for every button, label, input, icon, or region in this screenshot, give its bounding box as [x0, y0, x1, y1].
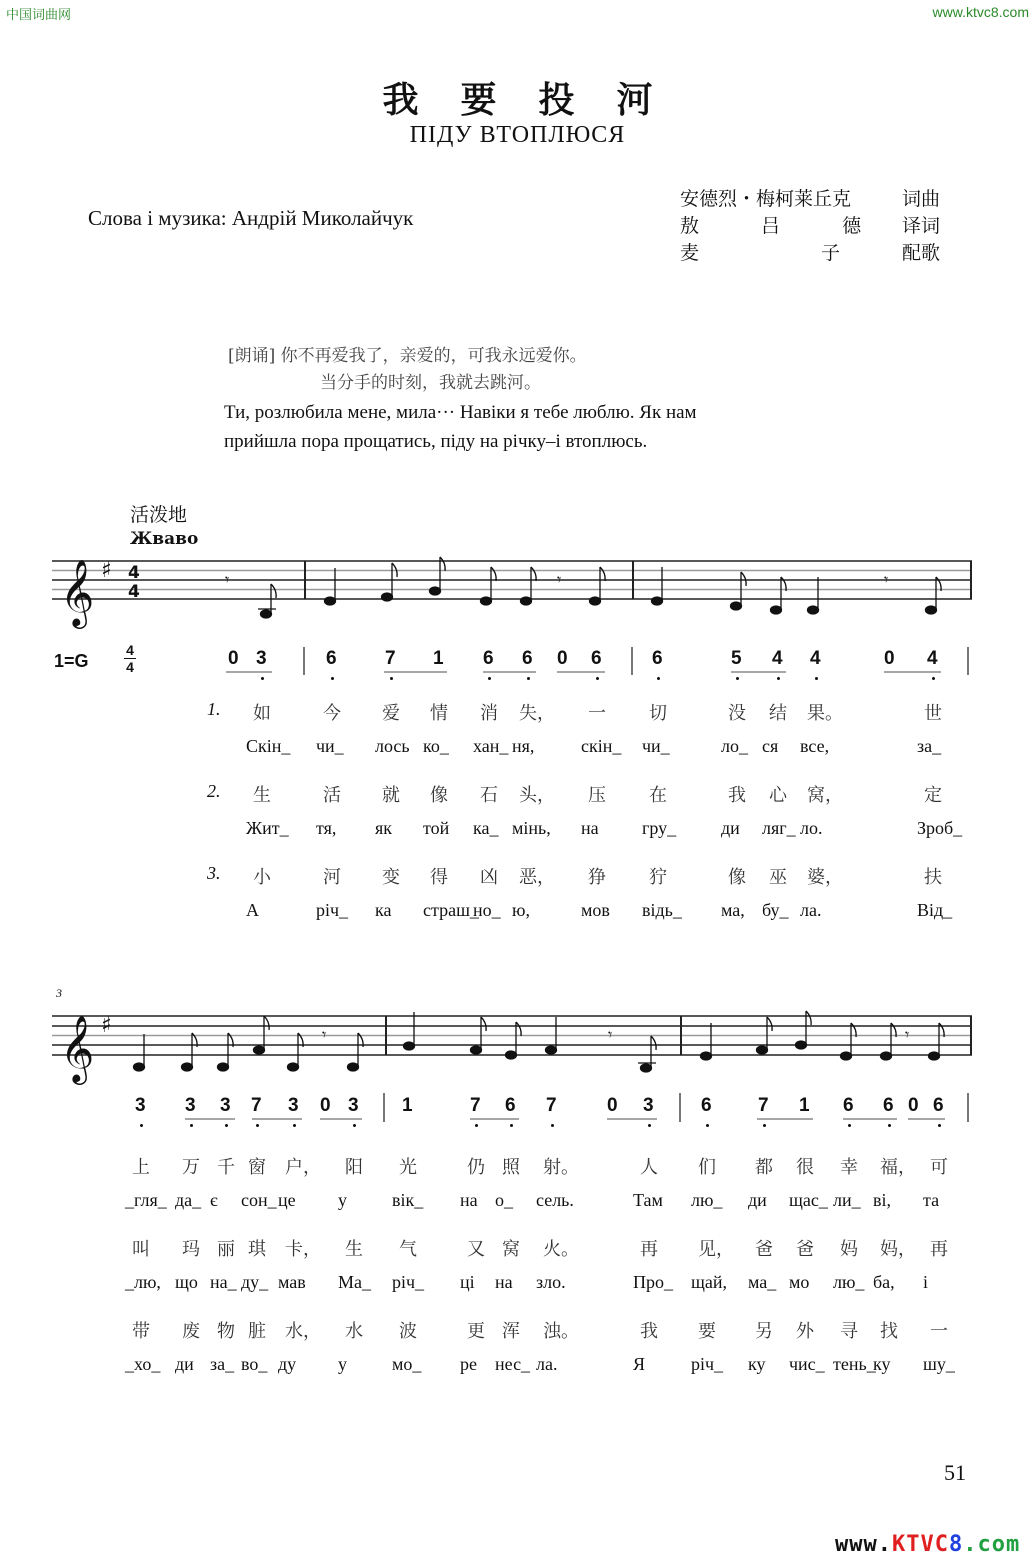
credit-role: 配歌	[901, 242, 940, 264]
lyric-syllable-cn: 水，	[285, 1321, 321, 1342]
lyric-syllable-cn: 活	[323, 785, 341, 806]
jianpu-note: 3	[220, 1095, 231, 1116]
lyric-syllable-ua: на	[495, 1272, 513, 1292]
recitation-ua-line-2: прийшла пора прощатись, піду на річку–і втоплюсь.	[224, 431, 648, 452]
octave-dot	[777, 677, 780, 680]
lyric-syllable-ua: гру_	[642, 818, 677, 838]
octave-dot	[293, 1124, 296, 1127]
lyric-syllable-ua: чи_	[316, 736, 344, 756]
svg-text:𝄾: 𝄾	[884, 570, 889, 589]
lyric-syllable-cn: 切	[649, 703, 667, 724]
lyric-syllable-ua: тень_	[833, 1354, 876, 1374]
watermark-right[interactable]: www.ktvc8.com	[932, 4, 1029, 20]
lyric-syllable-ua: ку	[873, 1354, 891, 1374]
credit-name: 麦 子	[680, 242, 899, 264]
sharp-icon	[101, 558, 112, 583]
lyric-syllable-ua: ди	[721, 818, 740, 838]
jianpu-note: 6	[522, 648, 533, 669]
lyric-syllable-ua: ві,	[873, 1190, 891, 1210]
jianpu-note: 0	[607, 1095, 618, 1116]
lyric-syllable-cn: 扶	[924, 867, 942, 888]
lyric-syllable-cn: 没	[728, 703, 746, 724]
lyric-syllable-cn: 丽	[217, 1239, 235, 1260]
lyric-syllable-ua: сель.	[536, 1190, 574, 1210]
lyric-syllable-ua: _гля_	[125, 1190, 167, 1210]
lyric-syllable-cn: 千	[217, 1157, 235, 1178]
lyric-syllable-ua: мав	[278, 1272, 306, 1292]
lyric-syllable-cn: 心	[769, 785, 787, 806]
lyric-syllable-cn: 世	[924, 703, 942, 724]
notes-system-1	[225, 557, 941, 618]
lyric-syllable-cn: 很	[796, 1157, 814, 1178]
lyric-syllable-cn: 妈，	[880, 1239, 916, 1260]
lyric-syllable-cn: 带	[132, 1321, 150, 1342]
lyric-syllable-cn: 生	[253, 785, 271, 806]
lyric-syllable-cn: 像	[430, 785, 448, 806]
jianpu-note: 6	[483, 648, 494, 669]
lyric-syllable-cn: 再	[640, 1239, 658, 1260]
jianpu-note: 3	[256, 648, 267, 669]
lyric-syllable-ua: ся	[762, 736, 779, 756]
svg-text:𝄾: 𝄾	[225, 570, 230, 589]
svg-text:𝄞: 𝄞	[60, 1014, 95, 1082]
treble-clef-icon	[60, 558, 94, 629]
tempo-ukrainian: Жваво	[130, 529, 199, 549]
lyric-syllable-ua: ли_	[833, 1190, 861, 1210]
lyric-syllable-cn: 叫	[132, 1239, 150, 1260]
lyric-syllable-ua: відь_	[642, 900, 682, 920]
lyric-syllable-cn: 卡，	[285, 1239, 321, 1260]
lyric-syllable-cn: 外	[796, 1321, 814, 1342]
lyric-syllable-ua: ди	[748, 1190, 767, 1210]
logo-digit: 8	[948, 1532, 964, 1557]
lyric-syllable-cn: 再	[930, 1239, 948, 1260]
lyric-syllable-cn: 更	[467, 1321, 485, 1342]
jianpu-note: 1	[402, 1095, 413, 1116]
lyric-syllable-ua: Ма_	[338, 1272, 371, 1292]
time-top: 4	[126, 642, 134, 658]
staff-2	[52, 1016, 972, 1055]
lyric-syllable-cn: 狞	[649, 867, 667, 888]
staff-1	[52, 561, 972, 599]
lyric-syllable-ua: на	[581, 818, 599, 838]
lyric-syllable-cn: 玛	[182, 1239, 200, 1260]
lyric-syllable-ua: во_	[241, 1354, 268, 1374]
lyric-syllable-cn: 生	[345, 1239, 363, 1260]
octave-dot	[488, 677, 491, 680]
lyric-syllable-cn: 照	[502, 1157, 520, 1178]
svg-text:𝄞: 𝄞	[60, 558, 95, 626]
svg-text:4: 4	[128, 582, 140, 602]
octave-dot	[932, 677, 935, 680]
lyric-syllable-ua: _лю,	[125, 1272, 161, 1292]
lyric-syllable-cn: 幸	[840, 1157, 858, 1178]
svg-text:𝄾: 𝄾	[557, 570, 562, 589]
octave-dot	[261, 677, 264, 680]
lyric-syllable-cn: 窝，	[807, 785, 843, 806]
svg-text:♯: ♯	[101, 558, 112, 583]
jianpu-note: 3	[348, 1095, 359, 1116]
lyric-syllable-ua: щас_	[789, 1190, 828, 1210]
song-title-ukrainian: ПІДУ ВТОПЛЮСЯ	[409, 122, 626, 148]
lyric-syllable-ua: чи_	[642, 736, 670, 756]
lyric-syllable-cn: 户，	[285, 1157, 321, 1178]
lyric-syllable-cn: 波	[399, 1321, 417, 1342]
watermark-left[interactable]: 中国词曲网	[6, 8, 72, 23]
lyric-syllable-ua: но_	[473, 900, 501, 920]
lyric-syllable-cn: 脏	[248, 1321, 266, 1342]
jianpu-note: 6	[933, 1095, 944, 1116]
logo-com: .com	[963, 1532, 1021, 1557]
octave-dot	[256, 1124, 259, 1127]
lyric-syllable-cn: 要	[698, 1321, 716, 1342]
lyric-syllable-ua: ляг_	[762, 818, 796, 838]
lyric-syllable-cn: 找	[880, 1321, 898, 1342]
lyric-syllable-cn: 失，	[519, 703, 555, 724]
verse-number: 3.	[207, 863, 221, 883]
lyric-syllable-cn: 定	[924, 785, 942, 806]
lyric-syllable-ua: мо_	[392, 1354, 422, 1374]
lyric-syllable-ua: річ_	[392, 1272, 425, 1292]
lyric-syllable-ua: як	[375, 818, 393, 838]
lyric-syllable-cn: 废	[182, 1321, 200, 1342]
key-signature	[54, 651, 89, 672]
lyric-syllable-ua: за_	[917, 736, 942, 756]
lyric-syllable-ua: і	[923, 1272, 929, 1292]
lyric-syllable-ua: А	[246, 900, 259, 920]
lyric-syllable-cn: 福，	[880, 1157, 916, 1178]
lyric-syllable-cn: 妈	[840, 1239, 858, 1260]
lyric-syllable-cn: 物	[217, 1321, 235, 1342]
lyric-syllable-cn: 水	[345, 1321, 363, 1342]
verse-number: 2.	[207, 781, 221, 801]
jianpu-note: 3	[185, 1095, 196, 1116]
credit-name: 安德烈・梅柯莱丘克	[680, 188, 852, 210]
lyric-syllable-ua: да_	[175, 1190, 202, 1210]
lyric-syllable-cn: 消	[480, 703, 498, 724]
svg-text:4: 4	[128, 563, 140, 583]
octave-dot	[763, 1124, 766, 1127]
notes-system-2	[134, 1011, 945, 1072]
jianpu-barlines-1	[304, 647, 968, 675]
lyric-syllable-cn: 压	[588, 785, 606, 806]
lyric-syllable-ua: той	[423, 818, 450, 838]
jianpu-note: 7	[385, 648, 396, 669]
lyric-syllable-ua: ди	[175, 1354, 194, 1374]
lyric-syllable-ua: бу_	[762, 900, 789, 920]
lyric-syllable-cn: 爸	[755, 1239, 773, 1260]
lyric-syllable-ua: все,	[800, 736, 830, 756]
song-title-chinese: 我要投河	[382, 79, 695, 121]
jianpu-note: 4	[772, 648, 783, 669]
lyric-syllable-ua: страш_	[423, 900, 479, 920]
lyric-syllable-cn: 像	[728, 867, 746, 888]
jianpu-note: 1	[799, 1095, 810, 1116]
lyric-syllable-cn: 阳	[345, 1157, 363, 1178]
lyric-syllable-ua: вік_	[392, 1190, 424, 1210]
octave-dot	[475, 1124, 478, 1127]
lyric-syllable-cn: 一	[930, 1321, 948, 1342]
lyric-syllable-cn: 可	[930, 1157, 948, 1178]
measure-number: 3	[56, 986, 62, 1000]
octave-dot	[390, 677, 393, 680]
lyric-syllable-cn: 得	[430, 867, 448, 888]
jianpu-note: 0	[228, 648, 239, 669]
lyric-syllable-ua: на	[460, 1190, 478, 1210]
lyric-syllable-ua: ю,	[512, 900, 530, 920]
lyric-syllable-cn: 爸	[796, 1239, 814, 1260]
lyric-syllable-ua: лю_	[691, 1190, 723, 1210]
lyric-syllable-ua: ня,	[512, 736, 535, 756]
jianpu-note: 0	[908, 1095, 919, 1116]
lyric-syllable-cn: 凶	[480, 867, 498, 888]
lyric-syllable-cn: 恶，	[519, 867, 555, 888]
lyric-syllable-ua: у	[338, 1190, 347, 1210]
sharp-icon	[101, 1013, 112, 1038]
lyric-syllable-ua: ду	[278, 1354, 297, 1374]
recitation-ua-line-1: Ти, розлюбила мене, мила··· Навіки я тебе люблю. Як нам	[224, 402, 697, 423]
logo-www: www.	[835, 1532, 892, 1557]
octave-dot	[140, 1124, 143, 1127]
svg-text:𝄾: 𝄾	[905, 1025, 910, 1044]
octave-dot	[848, 1124, 851, 1127]
lyric-syllable-ua: мінь,	[512, 818, 551, 838]
lyric-syllable-ua: Я	[633, 1354, 646, 1374]
lyric-syllable-ua: за_	[210, 1354, 235, 1374]
lyric-syllable-cn: 小	[253, 867, 271, 888]
lyric-syllable-cn: 就	[382, 785, 400, 806]
lyric-syllable-ua: Там	[633, 1190, 663, 1210]
octave-dot	[353, 1124, 356, 1127]
lyric-syllable-cn: 琪	[248, 1239, 266, 1260]
lyric-syllable-cn: 都	[755, 1157, 773, 1178]
lyric-syllable-ua: на_	[210, 1272, 237, 1292]
octave-dot	[596, 677, 599, 680]
lyric-syllable-ua: річ_	[691, 1354, 724, 1374]
lyric-syllable-ua: ре	[460, 1354, 477, 1374]
jianpu-note: 4	[810, 648, 821, 669]
lyric-syllable-ua: у	[338, 1354, 347, 1374]
octave-dot	[888, 1124, 891, 1127]
jianpu-note: 6	[505, 1095, 516, 1116]
lyric-syllable-ua: чис_	[789, 1354, 825, 1374]
lyric-syllable-ua: це	[278, 1190, 296, 1210]
lyric-syllable-ua: ка	[375, 900, 392, 920]
credit-role: 译词	[901, 215, 940, 237]
jianpu-note: 0	[320, 1095, 331, 1116]
lyric-syllable-ua: ло_	[721, 736, 748, 756]
svg-text:𝄾: 𝄾	[322, 1025, 327, 1044]
lyric-syllable-ua: мо	[789, 1272, 810, 1292]
svg-text:𝄾: 𝄾	[608, 1025, 613, 1044]
lyric-syllable-cn: 一	[588, 703, 606, 724]
lyric-syllable-cn: 另	[755, 1321, 773, 1342]
lyric-syllable-ua: лю_	[833, 1272, 865, 1292]
lyric-syllable-cn: 情	[430, 703, 448, 724]
lyric-syllable-ua: Скін_	[246, 736, 291, 756]
lyric-syllable-cn: 在	[649, 785, 667, 806]
lyric-syllable-cn: 火。	[543, 1239, 579, 1260]
lyric-syllable-ua: ма_	[748, 1272, 777, 1292]
octave-dot	[815, 677, 818, 680]
lyric-syllable-cn: 头，	[519, 785, 555, 806]
lyric-syllable-cn: 婆，	[807, 867, 843, 888]
lyric-syllable-ua: мов	[581, 900, 610, 920]
lyric-syllable-cn: 仍	[467, 1157, 485, 1178]
lyric-syllable-ua: Жит_	[246, 818, 289, 838]
footer-logo[interactable]	[835, 1532, 1020, 1557]
credit-ukrainian: Слова і музика: Андрій Миколайчук	[88, 206, 414, 230]
jianpu-note: 7	[470, 1095, 481, 1116]
lyric-syllable-ua: лось	[375, 736, 410, 756]
jianpu-note: 0	[884, 648, 895, 669]
octave-dot	[657, 677, 660, 680]
lyric-syllable-cn: 寻	[840, 1321, 858, 1342]
lyric-syllable-cn: 气	[399, 1239, 417, 1260]
lyric-syllable-ua: щай,	[691, 1272, 727, 1292]
recitation-text-1: 你不再爱我了，亲爱的，可我永远爱你。	[280, 346, 587, 366]
lyric-syllable-ua: ці	[460, 1272, 475, 1292]
key-label: 1=G	[54, 651, 89, 671]
time-signature	[128, 563, 140, 602]
lyric-syllable-ua: Про_	[633, 1272, 673, 1292]
jianpu-note: 6	[591, 648, 602, 669]
lyric-syllable-ua: ло.	[800, 818, 823, 838]
lyric-syllable-cn: 万	[182, 1157, 200, 1178]
octave-dot	[225, 1124, 228, 1127]
lyric-syllable-cn: 我	[640, 1321, 658, 1342]
lyric-syllable-cn: 上	[132, 1157, 150, 1178]
octave-dot	[331, 677, 334, 680]
lyric-syllable-ua: шу_	[923, 1354, 955, 1374]
lyric-syllable-cn: 巫	[769, 867, 787, 888]
lyric-syllable-ua: _хо_	[125, 1354, 161, 1374]
jianpu-note: 7	[758, 1095, 769, 1116]
lyric-syllable-cn: 如	[253, 703, 271, 724]
lyric-syllable-ua: хан_	[473, 736, 509, 756]
lyric-syllable-ua: зло.	[536, 1272, 566, 1292]
jianpu-note: 6	[652, 648, 663, 669]
lyric-syllable-ua: ко_	[423, 736, 449, 756]
jianpu-note: 0	[557, 648, 568, 669]
octave-dot	[527, 677, 530, 680]
lyric-syllable-cn: 们	[698, 1157, 716, 1178]
lyric-syllable-ua: о_	[495, 1190, 513, 1210]
jianpu-note: 6	[326, 648, 337, 669]
lyric-syllable-ua: є	[210, 1190, 218, 1210]
octave-dot	[551, 1124, 554, 1127]
lyric-syllable-ua: річ_	[316, 900, 349, 920]
octave-dot	[510, 1124, 513, 1127]
jianpu-note: 7	[546, 1095, 557, 1116]
octave-dot	[190, 1124, 193, 1127]
jianpu-note: 6	[701, 1095, 712, 1116]
lyric-syllable-cn: 射。	[543, 1157, 579, 1178]
jianpu-note: 5	[731, 648, 742, 669]
recitation-label: [朗诵]	[228, 346, 276, 366]
lyric-syllable-ua: ма,	[721, 900, 745, 920]
lyric-syllable-cn: 果。	[807, 703, 843, 724]
lyric-syllable-cn: 见，	[698, 1239, 734, 1260]
jianpu-note: 1	[433, 648, 444, 669]
lyric-syllable-ua: ку	[748, 1354, 766, 1374]
lyric-syllable-cn: 石	[480, 785, 498, 806]
lyric-syllable-cn: 我	[728, 785, 746, 806]
lyric-syllable-ua: скін_	[581, 736, 622, 756]
tempo-chinese: 活泼地	[130, 504, 188, 526]
lyric-syllable-cn: 结	[769, 703, 787, 724]
svg-text:♯: ♯	[101, 1013, 112, 1038]
lyric-syllable-ua: що	[175, 1272, 198, 1292]
jianpu-time-signature	[124, 643, 136, 674]
lyric-syllable-cn: 狰	[588, 867, 606, 888]
credit-name: 敖 吕 德	[680, 215, 890, 237]
lyric-syllable-ua: ла.	[536, 1354, 558, 1374]
jianpu-note: 6	[883, 1095, 894, 1116]
lyric-syllable-ua: та	[923, 1190, 940, 1210]
lyric-syllable-ua: нес_	[495, 1354, 531, 1374]
jianpu-note: 6	[843, 1095, 854, 1116]
lyric-syllable-cn: 人	[640, 1157, 658, 1178]
time-bottom: 4	[126, 659, 134, 675]
lyric-syllable-ua: сон_	[241, 1190, 277, 1210]
lyric-syllable-ua: ла.	[800, 900, 822, 920]
jianpu-note: 3	[643, 1095, 654, 1116]
lyric-syllable-ua: ду_	[241, 1272, 269, 1292]
lyric-syllable-cn: 浑	[502, 1321, 520, 1342]
jianpu-note: 4	[927, 648, 938, 669]
lyric-syllable-cn: 河	[323, 867, 341, 888]
lyric-syllable-cn: 爱	[382, 703, 400, 724]
octave-dot	[736, 677, 739, 680]
lyric-syllable-cn: 变	[382, 867, 400, 888]
lyric-syllable-cn: 浊。	[543, 1321, 579, 1342]
jianpu-note: 7	[251, 1095, 262, 1116]
lyric-syllable-cn: 今	[323, 703, 341, 724]
credit-role: 词曲	[901, 188, 940, 210]
lyric-syllable-cn: 光	[399, 1157, 417, 1178]
lyric-syllable-ua: тя,	[316, 818, 337, 838]
lyric-syllable-ua: ба,	[873, 1272, 895, 1292]
logo-brand: KTVC	[891, 1532, 949, 1557]
verse-number: 1.	[207, 699, 221, 719]
lyric-syllable-ua: Зроб_	[917, 818, 963, 838]
treble-clef-icon	[60, 1014, 94, 1085]
lyric-syllable-cn: 窝	[502, 1239, 520, 1260]
page-number: 51	[944, 1460, 966, 1485]
octave-dot	[648, 1124, 651, 1127]
recitation-line-2: 当分手的时刻，我就去跳河。	[320, 373, 541, 393]
lyric-syllable-cn: 又	[467, 1239, 485, 1260]
lyric-syllable-ua: ка_	[473, 818, 499, 838]
jianpu-note: 3	[135, 1095, 146, 1116]
octave-dot	[706, 1124, 709, 1127]
lyric-syllable-cn: 窗	[248, 1157, 266, 1178]
lyric-syllable-ua: Від_	[917, 900, 953, 920]
jianpu-note: 3	[288, 1095, 299, 1116]
octave-dot	[938, 1124, 941, 1127]
